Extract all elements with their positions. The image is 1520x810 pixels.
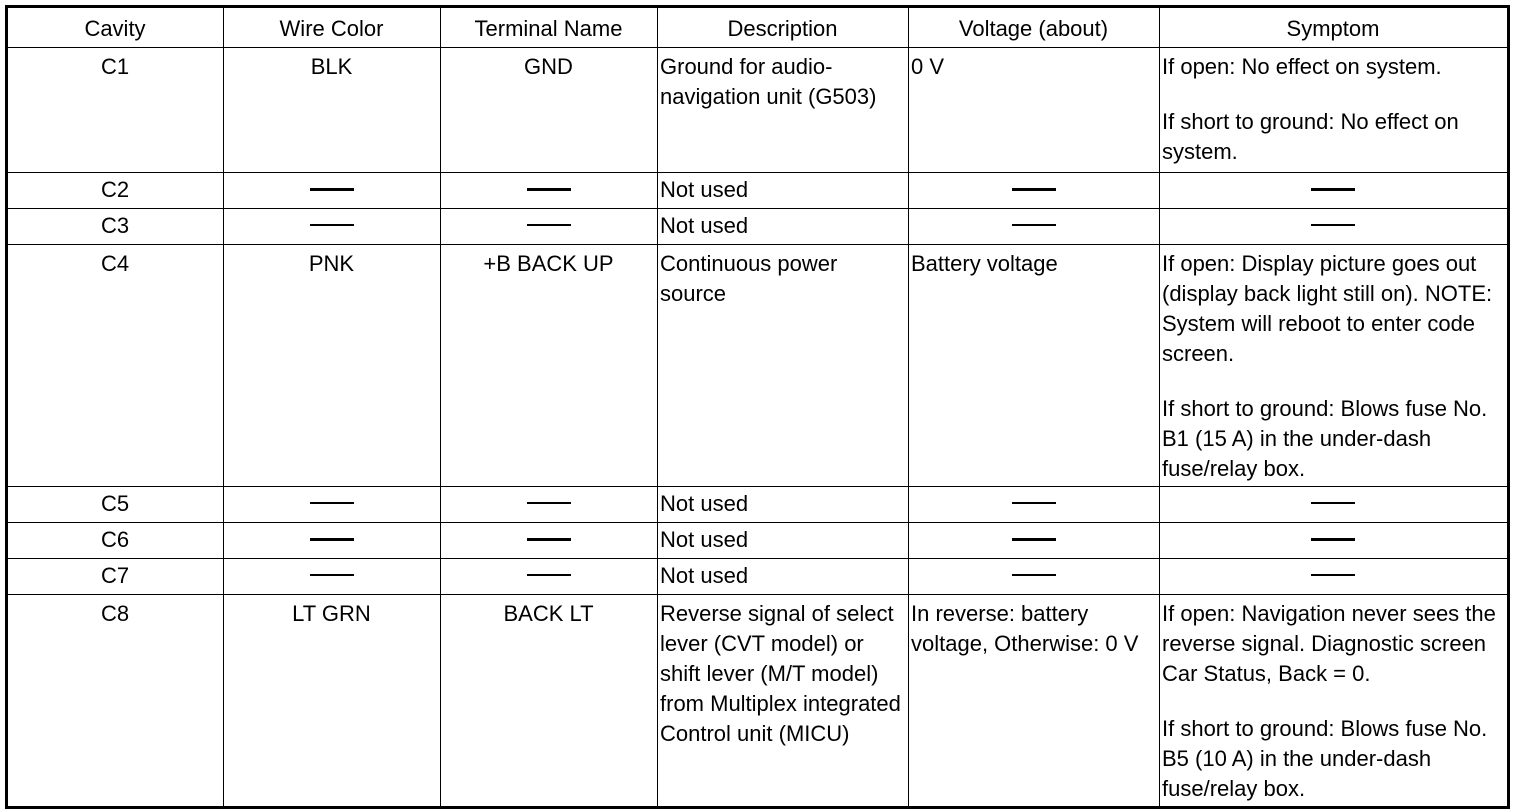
empty-dash-icon	[527, 574, 571, 576]
empty-dash-icon	[1311, 574, 1355, 576]
cavity-cell: C8	[7, 595, 224, 808]
voltage-cell	[909, 173, 1160, 209]
description-cell: Not used	[658, 559, 909, 595]
header-row	[7, 7, 1509, 48]
empty-dash-icon	[1012, 574, 1056, 576]
empty-dash-icon	[310, 502, 354, 504]
terminal-name-cell: BACK LT	[441, 595, 658, 808]
terminal-name-cell	[441, 209, 658, 245]
table-row	[7, 523, 1509, 559]
voltage-cell: In reverse: battery voltage, Otherwise: 0 V	[909, 595, 1160, 808]
table-row	[7, 595, 1509, 808]
table-row	[7, 173, 1509, 209]
symptom-cell	[1160, 595, 1509, 808]
empty-dash-icon	[1311, 538, 1355, 541]
empty-dash-icon	[310, 538, 354, 541]
empty-dash-icon	[310, 188, 354, 191]
header-wire-color: Wire Color	[224, 7, 441, 48]
cavity-cell: C7	[7, 559, 224, 595]
table-row	[7, 245, 1509, 487]
description-cell: Not used	[658, 173, 909, 209]
voltage-cell: 0 V	[909, 48, 1160, 173]
terminal-name-cell	[441, 487, 658, 523]
cavity-cell: C1	[7, 48, 224, 173]
terminal-name-cell	[441, 523, 658, 559]
description-cell: Reverse signal of select lever (CVT model) or shift lever (M/T model) from Multiplex integrated Control unit (MICU)	[658, 595, 909, 808]
symptom-cell	[1160, 523, 1509, 559]
terminal-name-cell: GND	[441, 48, 658, 173]
table-row	[7, 209, 1509, 245]
voltage-cell	[909, 523, 1160, 559]
description-cell: Continuous power source	[658, 245, 909, 487]
table-row	[7, 487, 1509, 523]
terminal-name-cell	[441, 559, 658, 595]
symptom-cell	[1160, 48, 1509, 173]
empty-dash-icon	[1311, 502, 1355, 504]
empty-dash-icon	[1311, 188, 1355, 191]
symptom-cell	[1160, 173, 1509, 209]
empty-dash-icon	[527, 502, 571, 504]
cavity-cell: C6	[7, 523, 224, 559]
voltage-cell	[909, 487, 1160, 523]
empty-dash-icon	[1012, 188, 1056, 191]
symptom-cell	[1160, 559, 1509, 595]
cavity-cell: C4	[7, 245, 224, 487]
empty-dash-icon	[310, 224, 354, 226]
terminal-name-cell: +B BACK UP	[441, 245, 658, 487]
cavity-cell: C5	[7, 487, 224, 523]
symptom-short-text: If short to ground: No effect on system.	[1162, 109, 1459, 164]
empty-dash-icon	[527, 188, 571, 191]
empty-dash-icon	[310, 574, 354, 576]
symptom-cell	[1160, 245, 1509, 487]
empty-dash-icon	[1012, 224, 1056, 226]
table-row	[7, 48, 1509, 173]
description-cell: Not used	[658, 523, 909, 559]
wire-color-cell: BLK	[224, 48, 441, 173]
cavity-cell: C3	[7, 209, 224, 245]
wire-color-cell: PNK	[224, 245, 441, 487]
connector-table-sheet	[5, 5, 1510, 809]
description-cell: Not used	[658, 209, 909, 245]
wire-color-cell	[224, 209, 441, 245]
description-cell: Ground for audio-navigation unit (G503)	[658, 48, 909, 173]
voltage-cell: Battery voltage	[909, 245, 1160, 487]
symptom-short-text: If short to ground: Blows fuse No. B1 (15 A) in the under-dash fuse/relay box.	[1162, 396, 1488, 481]
header-terminal-name: Terminal Name	[441, 7, 658, 48]
symptom-cell	[1160, 209, 1509, 245]
wire-color-cell: LT GRN	[224, 595, 441, 808]
wire-color-cell	[224, 559, 441, 595]
symptom-open-text: If open: Display picture goes out (display back light still on). NOTE: System will reboot to enter code screen.	[1162, 251, 1493, 366]
wire-color-cell	[224, 523, 441, 559]
cavity-cell: C2	[7, 173, 224, 209]
header-description: Description	[658, 7, 909, 48]
cavity-table	[5, 5, 1510, 809]
empty-dash-icon	[1012, 538, 1056, 541]
voltage-cell	[909, 209, 1160, 245]
empty-dash-icon	[1311, 224, 1355, 226]
symptom-cell	[1160, 487, 1509, 523]
wire-color-cell	[224, 487, 441, 523]
header-voltage: Voltage (about)	[909, 7, 1160, 48]
symptom-open-text: If open: No effect on system.	[1162, 54, 1442, 79]
terminal-name-cell	[441, 173, 658, 209]
header-symptom: Symptom	[1160, 7, 1509, 48]
table-row	[7, 559, 1509, 595]
voltage-cell	[909, 559, 1160, 595]
symptom-short-text: If short to ground: Blows fuse No. B5 (10 A) in the under-dash fuse/relay box.	[1162, 716, 1488, 801]
empty-dash-icon	[527, 538, 571, 541]
description-cell: Not used	[658, 487, 909, 523]
empty-dash-icon	[527, 224, 571, 226]
header-cavity: Cavity	[7, 7, 224, 48]
wire-color-cell	[224, 173, 441, 209]
symptom-open-text: If open: Navigation never sees the reverse signal. Diagnostic screen Car Status, Back = 0.	[1162, 601, 1496, 686]
empty-dash-icon	[1012, 502, 1056, 504]
